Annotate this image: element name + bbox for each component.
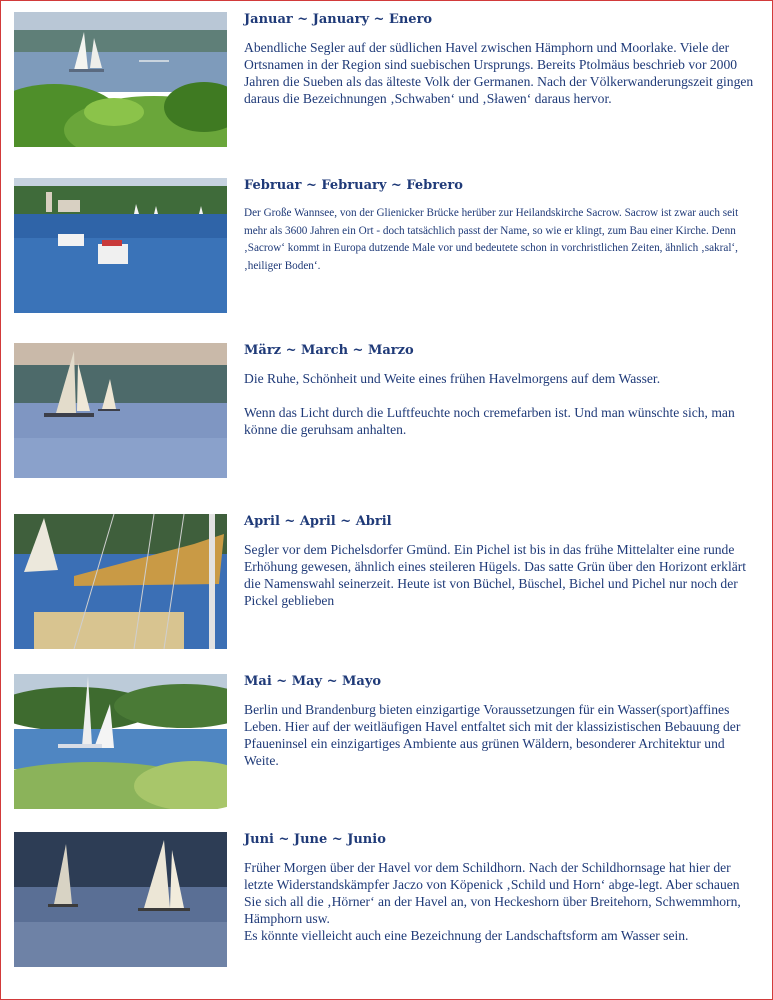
entry-title: Juni ~ June ~ Junio bbox=[244, 832, 386, 847]
entry-title: Januar ~ January ~ Enero bbox=[244, 12, 433, 27]
photo-june-schildhorn-sail bbox=[14, 832, 227, 967]
photo-may-pfaueninsel-sail bbox=[14, 674, 227, 809]
entry-title: Mai ~ May ~ Mayo bbox=[244, 674, 382, 689]
entry-description: Segler vor dem Pichelsdorfer Gmünd. Ein Pichel ist bis in das frühe Mittelalter eine runde Erhöhung gewesen, ähnlich eines steileren Hügels. Das satte Grün über den Horizont erklärt die Namenswahl seinerzeit. Heute ist von Büchel, Büschel, Bichel und Pichel nur noch der Pickel geblieben bbox=[244, 542, 747, 608]
photo-january-sailboats-havel bbox=[14, 12, 227, 147]
entry-description: Wenn das Licht durch die Luftfeuchte noch cremefarben ist. Und man wünschte sich, man könne die geruhsam anhalten. bbox=[244, 405, 735, 437]
entry-description: Die Ruhe, Schönheit und Weite eines frühen Havelmorgens auf dem Wasser. bbox=[244, 371, 661, 386]
entry-description: Früher Morgen über der Havel vor dem Schildhorn. Nach der Schildhornsage hat hier der letzte Widerstandskämpfer Jaczo von Köpenick ‚Schild und Horn‘ abge-legt. Aber schauen Sie sich all die ‚Hörner‘ an der Havel an, von Heckeshorn über Breitehorn, Schwemmhorn, Hämphorn usw. bbox=[244, 860, 741, 926]
photo-april-pichelsdorfer-gmuend bbox=[14, 514, 227, 649]
entry-description: Berlin und Brandenburg bieten einzigartige Voraussetzungen für ein Wasser(sport)affines Leben. Hier auf der weitläufigen Havel entfaltet sich mit der klassizistischen Bebauung der Pfaueninsel ein einzigartiges Ambiente aus grünen Wäldern, besonderer Architektur und Weite. bbox=[244, 702, 741, 768]
entry-description: Der Große Wannsee, von der Glienicker Brücke herüber zur Heilandskirche Sacrow. Sacrow ist zwar auch seit mehr als 3600 Jahren ein Ort - doch tatsächlich passt der Name, so wie er klingt, zum Bau einer Kirche. Denn ‚Sacrow‘ kommt in Europa dutzende Male vor und bedeutete schon in vorchristlichen Zeiten, ähnlich ‚sakral‘, ‚heiliger Boden‘. bbox=[244, 207, 739, 272]
entry-title: Februar ~ February ~ Febrero bbox=[244, 178, 463, 193]
photo-march-morning-sail bbox=[14, 343, 227, 478]
entry-description: Abendliche Segler auf der südlichen Havel zwischen Hämphorn und Moorlake. Viele der Ortsnamen in der Region sind suebischen Ursprungs. Bereits Ptolmäus beschrieb vor 2000 Jahren die Sueben als das älteste Volk der Germanen. Nach der Völkerwanderungszeit gingen daraus die Bezeichnungen ‚Schwaben‘ und ‚Sławen‘ daraus hervor. bbox=[244, 40, 754, 106]
photo-february-wannsee-boats bbox=[14, 178, 227, 313]
entry-title: April ~ April ~ Abril bbox=[244, 514, 392, 529]
entry-title: März ~ March ~ Marzo bbox=[244, 343, 414, 358]
entry-description: Es könnte vielleicht auch eine Bezeichnung der Landschaftsform am Wasser sein. bbox=[244, 928, 689, 943]
